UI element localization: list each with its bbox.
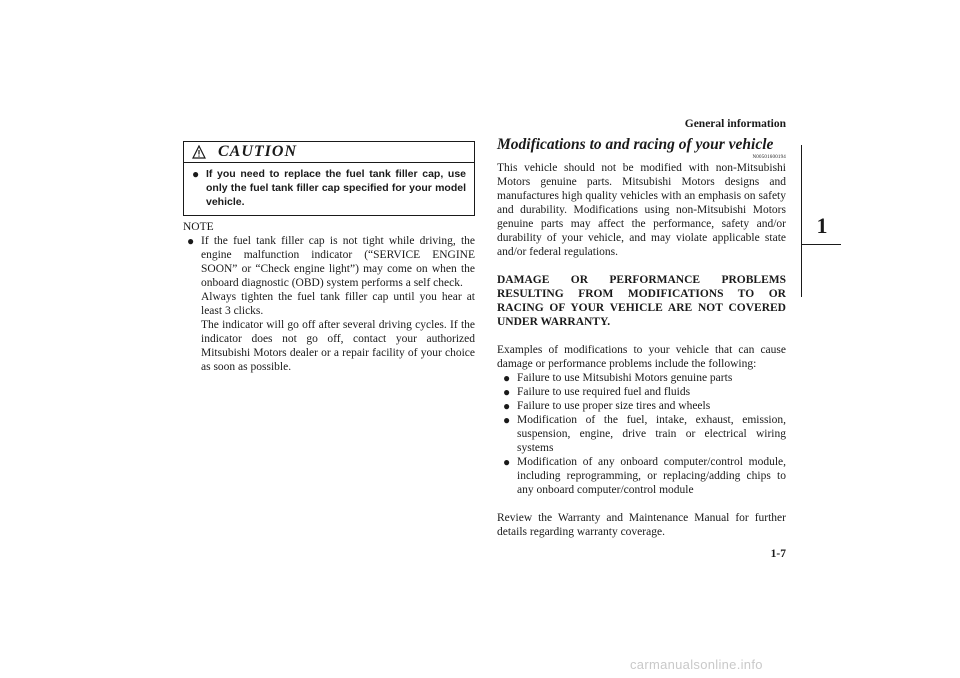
- caution-heading: CAUTION: [218, 143, 298, 160]
- note-paragraph: Always tighten the fuel tank filler cap until you hear at least 3 clicks.: [201, 291, 475, 317]
- bullet-icon: ●: [503, 371, 511, 385]
- page-number: 1-7: [770, 548, 786, 560]
- caution-item: [184, 163, 474, 215]
- bullet-icon: ●: [503, 385, 511, 399]
- bullet-icon: ●: [503, 399, 511, 413]
- note-text: [201, 234, 475, 374]
- examples-list: [497, 371, 786, 497]
- modifications-section: [497, 136, 786, 539]
- chapter-tab: 1: [816, 213, 828, 238]
- bullet-icon: ●: [187, 234, 195, 248]
- note-item: [183, 234, 475, 374]
- list-item: ● Modification of the fuel, intake, exhaust, emission, suspension, engine, drive train or electrical wiring systems: [503, 413, 786, 454]
- caution-box: [183, 141, 475, 216]
- list-item: ● Failure to use proper size tires and wheels: [503, 399, 711, 413]
- watermark: carmanualsonline.info: [630, 657, 763, 672]
- list-item: ● Failure to use Mitsubishi Motors genuine parts: [503, 371, 733, 385]
- bullet-icon: ●: [503, 455, 511, 469]
- header-title: General information: [684, 118, 786, 130]
- section-code: N00501600194: [752, 155, 786, 160]
- note-block: [183, 220, 475, 374]
- bullet-icon: ●: [192, 167, 200, 181]
- warning-triangle-icon: [192, 145, 206, 159]
- bullet-icon: ●: [503, 413, 511, 427]
- note-label: NOTE: [183, 221, 214, 233]
- examples-intro: Examples of modifications to your vehicle that can cause damage or performance problems include the following:: [497, 344, 786, 370]
- section-intro: This vehicle should not be modified with non-Mitsubishi Motors genuine parts. Mitsubishi Motors designs and manufactures high quality vehicles with an emphasis on safety and durability. Modifications using non-Mitsubishi Motors genuine parts may affect the performance, safety and/or durability of your vehicle, and may violate applicable state and/or federal regulations.: [497, 162, 786, 258]
- caution-text: If you need to replace the fuel tank filler cap, use only the fuel tank filler cap specified for your model vehicle.: [206, 168, 466, 208]
- warranty-warning: DAMAGE OR PERFORMANCE PROBLEMS RESULTING FROM MODIFICATIONS TO OR RACING OF YOUR VEHICLE ARE NOT COVERED UNDER WARRANTY.: [497, 274, 786, 328]
- note-paragraph: If the fuel tank filler cap is not tight while driving, the engine malfunction indicator (“SERVICE ENGINE SOON” or “Check engine light”) may come on when the onboard diagnostic (OBD) system performs a self check.: [201, 235, 475, 289]
- note-paragraph: The indicator will go off after several driving cycles. If the indicator does not go off, contact your authorized Mitsubishi Motors dealer or a repair facility of your choice as soon as possible.: [201, 319, 475, 373]
- caution-header: [184, 142, 474, 163]
- list-item: ● Failure to use required fuel and fluids: [503, 385, 691, 399]
- section-title: Modifications to and racing of your vehicle: [497, 136, 774, 153]
- review-paragraph: Review the Warranty and Maintenance Manual for further details regarding warranty coverage.: [497, 512, 786, 538]
- list-item: ● Modification of any onboard computer/control module, including reprogramming, or replacing/adding chips to any onboard computer/control module: [503, 455, 786, 496]
